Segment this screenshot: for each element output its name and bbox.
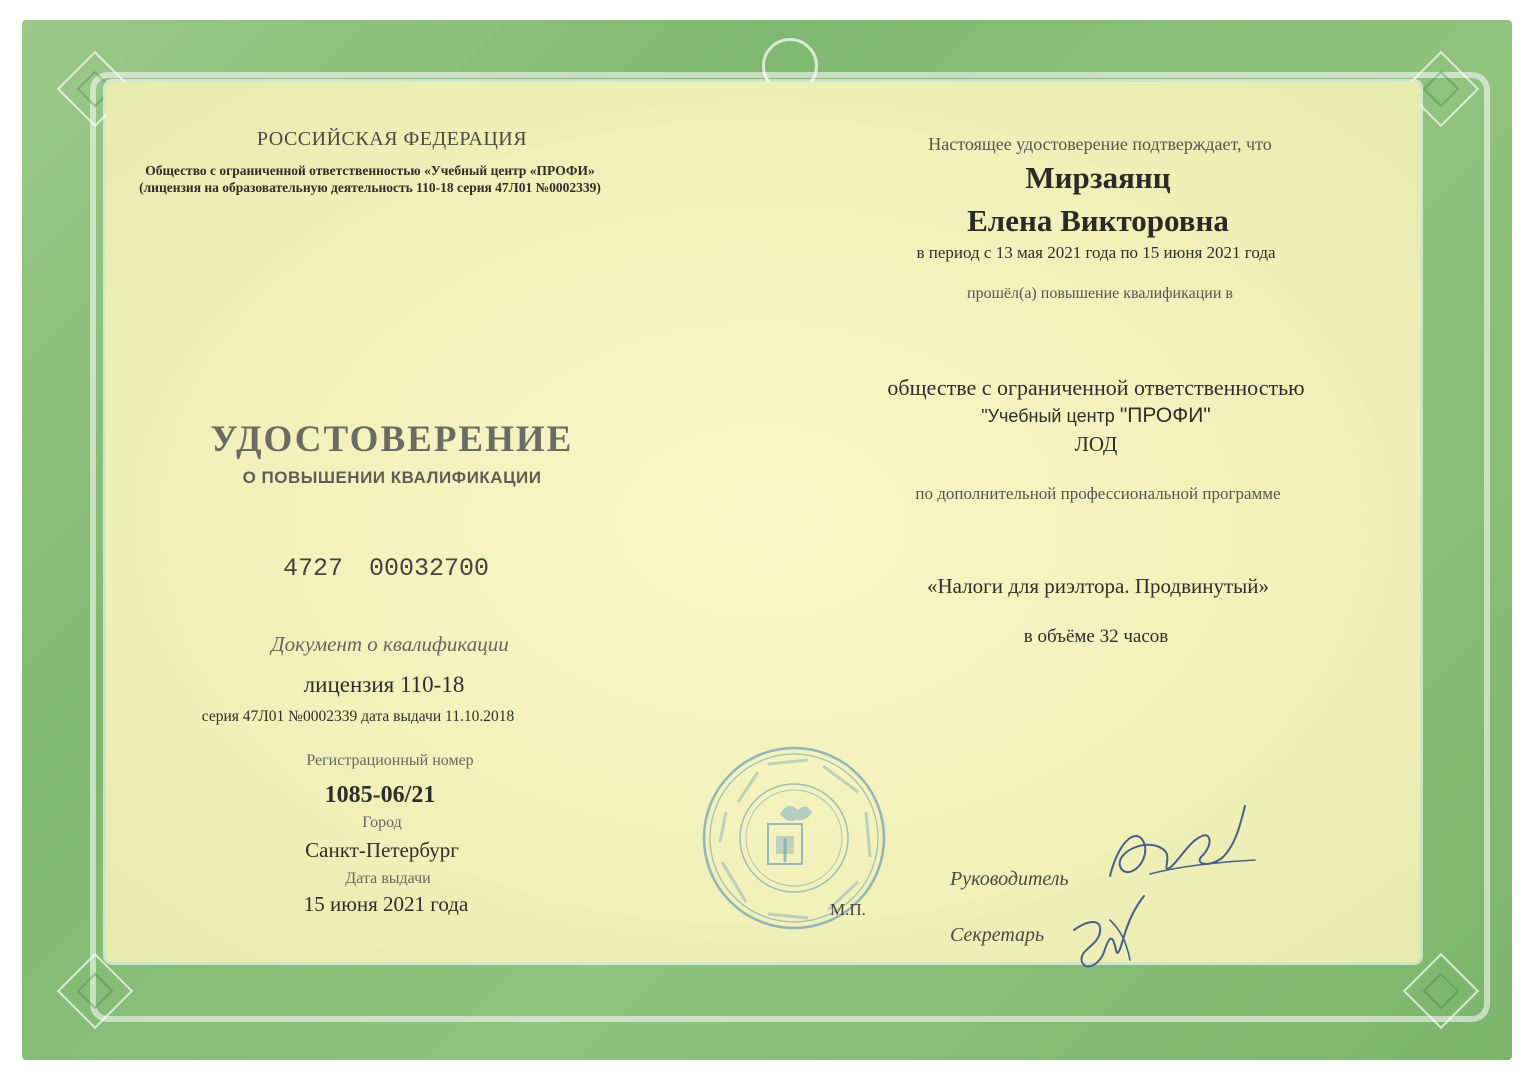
country-heading: РОССИЙСКАЯ ФЕДЕРАЦИЯ [256,128,528,150]
registration-label: Регистрационный номер [306,752,474,769]
serial-prefix: 4727 [282,554,343,583]
institution-name-part: "Учебный центр [981,406,1120,426]
registration-number: 1085-06/21 [324,782,436,808]
secretary-label: Секретарь [950,924,1045,946]
document-title: УДОСТОВЕРЕНИЕ [210,419,574,460]
document-subtitle: О ПОВЫШЕНИИ КВАЛИФИКАЦИИ [242,468,542,487]
course-title: «Налоги для риэлтора. Продвинутый» [926,574,1270,598]
issue-date-label: Дата выдачи [345,870,431,887]
director-label: Руководитель [950,868,1069,890]
institution-line-1: обществе с ограниченной ответственностью [887,375,1305,400]
license-number: лицензия 110-18 [303,672,465,697]
serial-digits: 00032700 [368,554,490,583]
organization-name: Общество с ограниченной ответственностью «Учебный центр «ПРОФИ» [145,163,595,178]
qualification-label: Документ о квалификации [271,632,509,656]
program-label: по дополнительной профессиональной программе [915,484,1281,503]
training-period: в период с 13 мая 2021 года по 15 июня 2021 года [916,243,1276,262]
institution-line-2 [981,404,1211,428]
course-hours: в объёме 32 часов [1023,626,1169,647]
license-details: серия 47Л01 №0002339 дата выдачи 11.10.2018 [201,708,515,725]
secretary-signature-icon [1060,890,1160,980]
holder-surname: Мирзаянц [1025,160,1171,195]
license-note: (лицензия на образовательную деятельность 110-18 серия 47Л01 №0002339) [139,180,601,195]
confirmation-intro: Настоящее удостоверение подтверждает, что [928,134,1272,154]
director-signature-icon [1090,796,1260,896]
issue-date-value: 15 июня 2021 года [303,892,469,916]
institution-line-3: ЛОД [1074,432,1118,456]
stamp-place-label: М.П. [830,900,866,919]
serial-number [283,554,489,583]
passed-statement: прошёл(а) повышение квалификации в [967,285,1233,302]
city-value: Санкт-Петербург [305,838,459,862]
city-label: Город [362,814,402,831]
institution-name-brand: "ПРОФИ" [1119,404,1211,427]
holder-given-names: Елена Викторовна [967,203,1229,238]
